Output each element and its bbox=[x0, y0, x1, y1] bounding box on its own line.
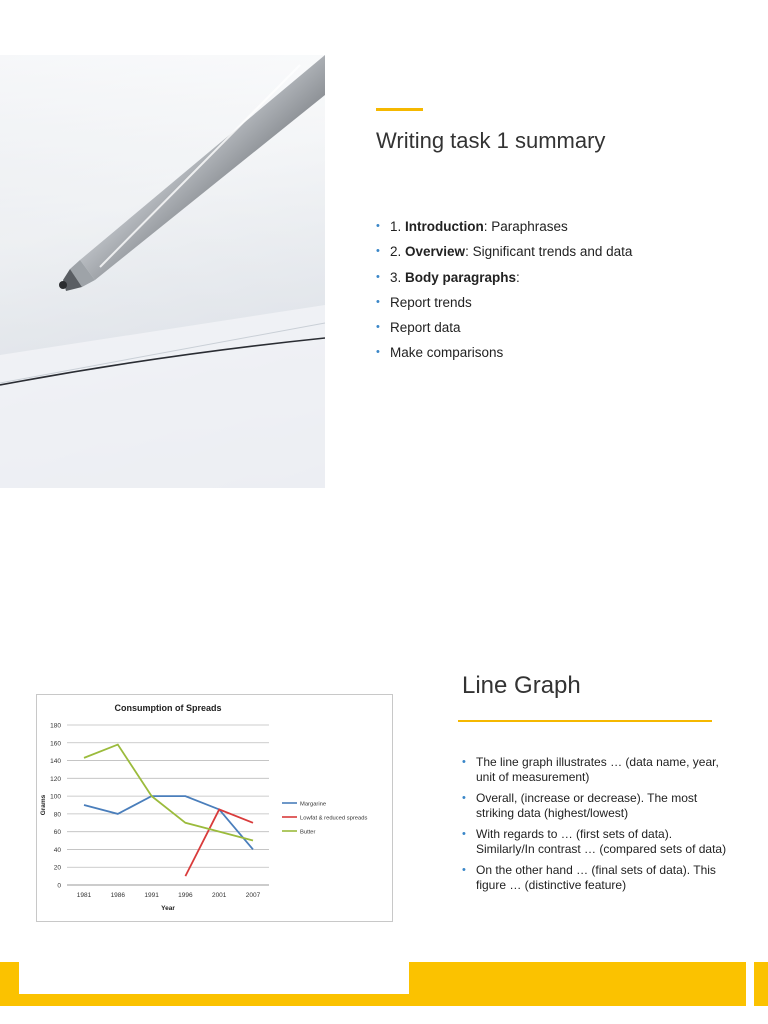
bullet-icon: • bbox=[376, 220, 380, 232]
title-accent-line bbox=[376, 108, 423, 111]
bullet-icon: • bbox=[462, 756, 466, 768]
x-tick-label: 2007 bbox=[245, 892, 261, 899]
bullet-icon: • bbox=[376, 295, 380, 308]
y-tick-label: 60 bbox=[53, 829, 61, 837]
bullet-icon: • bbox=[376, 321, 380, 334]
list-item: • On the other hand … (final sets of data). This figure … (distinctive feature) bbox=[462, 863, 716, 892]
pen-photo bbox=[0, 55, 325, 488]
legend-label: Butter bbox=[300, 829, 316, 836]
list-item: • With regards to … (first sets of data). Similarly/In contrast … (compared sets of data) bbox=[462, 827, 727, 856]
bullet-icon: • bbox=[376, 270, 380, 283]
slide-title: Line Graph bbox=[462, 672, 581, 699]
y-tick-label: 140 bbox=[50, 758, 61, 766]
x-tick-label: 1996 bbox=[178, 892, 193, 899]
summary-list bbox=[376, 214, 632, 366]
list-item: • Report data bbox=[376, 315, 632, 340]
bullet-icon: • bbox=[462, 792, 466, 804]
y-axis-label: Grams bbox=[40, 794, 47, 816]
title-underline bbox=[458, 720, 712, 722]
bullet-icon: • bbox=[376, 346, 380, 359]
y-tick-label: 120 bbox=[50, 775, 61, 783]
bullet-icon: • bbox=[462, 864, 466, 876]
y-tick-label: 0 bbox=[57, 882, 61, 890]
slide-title: Writing task 1 summary bbox=[376, 128, 606, 153]
x-tick-label: 2001 bbox=[211, 892, 227, 899]
y-tick-label: 160 bbox=[50, 740, 61, 748]
series-line-margarine bbox=[84, 796, 253, 849]
pen-illustration bbox=[0, 55, 325, 488]
line-graph-tips-list bbox=[462, 755, 732, 899]
bullet-icon: • bbox=[376, 245, 380, 258]
x-axis-label: Year bbox=[161, 905, 175, 912]
list-item: • Make comparisons bbox=[376, 340, 632, 365]
y-tick-label: 100 bbox=[50, 793, 61, 801]
line-chart bbox=[36, 694, 393, 922]
x-tick-label: 1981 bbox=[76, 892, 92, 899]
series-line-lowfat-reduced-spreads bbox=[185, 809, 253, 876]
footer-white-block bbox=[19, 962, 409, 994]
chart-svg bbox=[37, 695, 392, 921]
list-item: • Overall, (increase or decrease). The most striking data (highest/lowest) bbox=[462, 791, 698, 820]
x-tick-label: 1986 bbox=[110, 892, 126, 899]
y-tick-label: 180 bbox=[50, 722, 61, 730]
footer-right-bar bbox=[754, 962, 768, 1006]
bullet-icon: • bbox=[462, 828, 466, 840]
list-item: • 2. Overview: Significant trends and data bbox=[376, 239, 632, 264]
x-tick-label: 1991 bbox=[144, 892, 159, 899]
legend-label: Lowfat & reduced spreads bbox=[300, 815, 368, 822]
y-tick-label: 40 bbox=[53, 846, 61, 854]
y-tick-label: 80 bbox=[53, 811, 61, 819]
series-line-butter bbox=[84, 745, 253, 841]
legend-label: Margarine bbox=[300, 801, 327, 808]
chart-title: Consumption of Spreads bbox=[114, 703, 222, 713]
list-item: • Report trends bbox=[376, 290, 632, 315]
list-item: • 1. Introduction: Paraphrases bbox=[376, 214, 632, 239]
list-item: • The line graph illustrates … (data name, year, unit of measurement) bbox=[462, 755, 719, 784]
y-tick-label: 20 bbox=[53, 864, 61, 872]
list-item: • 3. Body paragraphs: bbox=[376, 265, 632, 290]
